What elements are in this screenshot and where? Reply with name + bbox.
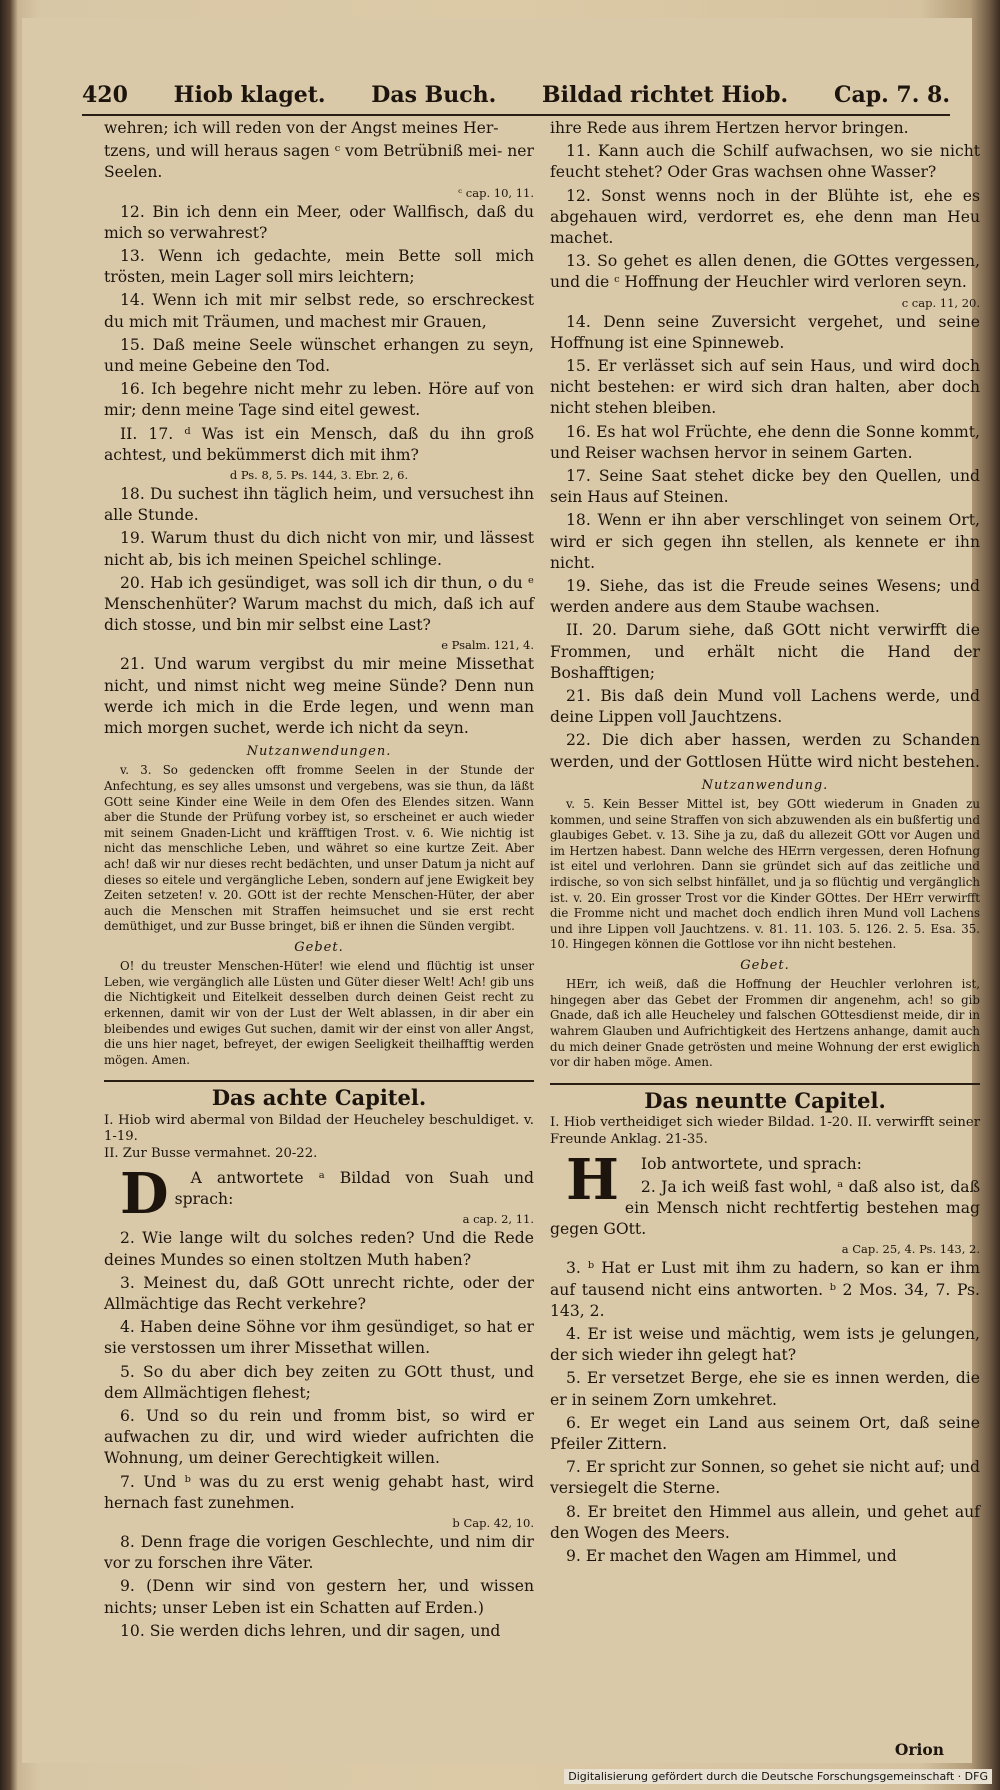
running-header <box>82 78 950 116</box>
verse: II. 20. Darum siehe, daß GOtt nicht verwirfft die Frommen, und erhält nicht die Hand der Boshafftigen; <box>550 621 980 682</box>
verse: 4. Er ist weise und mächtig, wem ists je gelungen, der sich wieder ihn gelegt hat? <box>550 1325 980 1365</box>
chapter-8-title: Das achte Capitel. <box>104 1080 534 1108</box>
first-verse-text: A antwortete ᵃ Bildad von Suah und sprach: <box>174 1168 534 1209</box>
cross-reference: e Psalm. 121, 4. <box>441 638 534 653</box>
verse: 14. Wenn ich mit mir selbst rede, so erschreckest du mich mit Träumen, und machest mir Grauen, <box>104 291 534 331</box>
verse: 12. Sonst wenns noch in der Blühte ist, ehe es abgehauen wird, verdorret es, ehe denn man Heu machet. <box>550 186 980 248</box>
prayer-text: O! du treuster Menschen-Hüter! wie elend und flüchtig ist unser Leben, wie vergänglich alle Lüsten und Güter dieser Welt! Ach! gib uns die Nichtigkeit und Eitelkeit desselben durch deinen Geist recht zu erkennen, damit wir von der Lust der Welt ablassen, in dir aber ein bleibendes und ewiges Gut suchen, damit wir der einst von aller Angst, die uns hier naget, befreyet, der ewigen Seeligkeit theilhafftig werden mögen. Amen. <box>104 959 534 1067</box>
verse: 19. Siehe, das ist die Freude seines Wesens; und werden andere aus dem Staube wachsen. <box>550 577 980 617</box>
verse: 7. Und ᵇ was du zu erst wenig gehabt hast, wird hernach fast zunehmen. <box>104 1472 534 1512</box>
summary-line: I. Hiob vertheidiget sich wieder Bildad. 1-20. II. verwirfft seiner Freunde Anklag. 21-35. <box>550 1115 980 1147</box>
verse: 3. ᵇ Hat er Lust mit ihm zu hadern, so kan er ihm auf tausend nicht eins antworten. ᵇ 2 Mos. 34, 7. Ps. 143, 2. <box>550 1259 980 1320</box>
cross-reference: ᶜ cap. 10, 11. <box>458 185 534 200</box>
right-column <box>550 118 980 1569</box>
digitization-credit: Digitalisierung gefördert durch die Deutsche Forschungsgemeinschaft · DFG <box>564 1769 992 1784</box>
catchword: Orion <box>894 1740 944 1759</box>
cross-reference: d Ps. 8, 5. Ps. 144, 3. Ebr. 2, 6. <box>229 468 409 483</box>
verse: 16. Es hat wol Früchte, ehe denn die Sonne kommt, und Reiser wachsen hervor in seinem Garten. <box>550 422 980 462</box>
drop-cap: H <box>566 1146 619 1213</box>
verse: 21. Bis daß dein Mund voll Lachens werde, und deine Lippen voll Jauchtzens. <box>550 687 980 727</box>
verse-line: tzens, und will heraus sagen ᶜ vom Betrübniß mei- ner Seelen. <box>104 142 534 182</box>
cross-reference: c cap. 11, 20. <box>901 295 980 310</box>
cross-reference: a cap. 2, 11. <box>462 1212 534 1227</box>
application-text: v. 3. So gedencken offt fromme Seelen in der Stunde der Anfechtung, es sey alles umsonst und vergebens, was sie thun, da läßt GOtt seine Kinder eine Weile in dem Ofen des Elendes sitzen. Wann aber die Stunde der Prüfung vorbey ist, so erscheinet er auch wieder mit seinem Gnaden-Licht und kräfftigen Trost. v. 6. Wie nichtig ist nicht das menschliche Leben, und währet so eine kurtze Zeit. Aber ach! daß wir nur dieses recht bedächten, und unser Datum ja nicht auf dieses so eitele und vergängliche Leben, sondern auf jene Ewigkeit bey Zeiten setzeten! v. 20. GOtt ist der rechte Menschen-Hüter, der aber auch die Menschen mit Straffen heimsuchet und sie erst recht demüthiget, und zur Busse bringet, biß er ihnen die Sünden vergibt. <box>104 763 534 934</box>
verse: 18. Du suchest ihn täglich heim, und versuchest ihn alle Stunde. <box>104 485 534 525</box>
cross-reference: a Cap. 25, 4. Ps. 143, 2. <box>841 1242 980 1257</box>
prayer-heading: Gebet. <box>294 940 344 956</box>
verse: 18. Wenn er ihn aber verschlinget von seinem Ort, wird er sich gegen ihn stellen, als kennete er ihn nicht. <box>550 511 980 572</box>
verse: 2. Wie lange wilt du solches reden? Und die Rede deines Mundes so einen stoltzen Muth haben? <box>104 1229 534 1269</box>
book-page <box>22 18 980 1763</box>
verse: 9. Er machet den Wagen am Himmel, und <box>566 1547 897 1566</box>
verse: 10. Sie werden dichs lehren, und dir sagen, und <box>120 1621 501 1640</box>
summary-line: I. Hiob wird abermal von Bildad der Heucheley beschuldiget. v. 1-19. <box>104 1112 534 1145</box>
verse: 11. Kann auch die Schilf aufwachsen, wo sie nicht feucht stehet? Oder Gras wachsen ohne Wasser? <box>550 142 980 182</box>
verse: II. 17. ᵈ Was ist ein Mensch, daß du ihn groß achtest, und bekümmerst dich mit ihm? <box>104 424 534 464</box>
left-column <box>104 118 534 1644</box>
application-heading: Nutzanwendung. <box>701 777 829 793</box>
verse: 6. Und so du rein und fromm bist, so wird er aufwachen zu dir, und wird wieder aufrichten die Wohnung, um deiner Gerechtigkeit willen. <box>104 1407 534 1468</box>
verse: 6. Er weget ein Land aus seinem Ort, daß seine Pfeiler Zittern. <box>550 1413 980 1454</box>
verse: 15. Er verlässet sich auf sein Haus, und wird doch nicht bestehen: er wird sich dran halten, aber doch nicht stehen bleiben. <box>550 357 980 418</box>
verse: 17. Seine Saat stehet dicke bey den Quellen, und sein Haus auf Steinen. <box>550 467 980 507</box>
chapter-9-summary <box>550 1115 980 1149</box>
verse: 5. So du aber dich bey zeiten zu GOtt thust, und dem Allmächtigen flehest; <box>104 1362 534 1402</box>
header-chapter-ref: Cap. 7. 8. <box>833 82 950 108</box>
verse-line: wehren; ich will reden von der Angst meines Her- <box>104 119 499 137</box>
verse: 19. Warum thust du dich nicht von mir, und lässest nicht ab, bis ich meinen Speichel schlinge. <box>104 529 534 569</box>
application-text: v. 5. Kein Besser Mittel ist, bey GOtt wiederum in Gnaden zu kommen, und seine Straffen von sich abzuwenden als ein bußfertig und glaubiges Gebet. v. 13. Sihe ja zu, daß du allezeit GOtt vor Augen und im Hertzen habest. Dann welche des HErrn vergessen, deren Hofnung ist eitel und verlohren. Dann sie gründet sich auf das zeitliche und irdische, so von sich selbst hinfället, und ja so flüchtig und vergänglich ist. v. 20. Ein grosser Trost vor die Kinder GOttes. Der HErr verwirfft die Fromme nicht und machet doch endlich ihren Mund voll Lachens und ihre Lippen voll Jauchtzens. v. 81. 11. 103. 5. 126. 2. 5. Esa. 35. 10. Hingegen können die Gottlose vor ihn nicht bestehen. <box>550 797 980 952</box>
verse: ihre Rede aus ihrem Hertzen hervor bringen. <box>550 119 909 137</box>
verse: 15. Daß meine Seele wünschet erhangen zu seyn, und meine Gebeine den Tod. <box>104 335 534 376</box>
verse: 12. Bin ich denn ein Meer, oder Wallfisch, daß du mich so verwahrest? <box>104 202 534 242</box>
verse: 13. So gehet es allen denen, die GOttes vergessen, und die ᶜ Hoffnung der Heuchler wird verloren seyn. <box>550 252 980 292</box>
verse: 20. Hab ich gesündiget, was soll ich dir thun, o du ᵉ Menschenhüter? Warum machst du mich, daß ich auf dich stosse, und bin mir selbst eine Last? <box>104 573 534 635</box>
verse: 22. Die dich aber hassen, werden zu Schanden werden, und der Gottlosen Hütte wird nicht bestehen. <box>550 731 980 771</box>
verse: 14. Denn seine Zuversicht vergehet, und seine Hoffnung ist eine Spinneweb. <box>550 312 980 352</box>
cross-reference: b Cap. 42, 10. <box>452 1516 534 1531</box>
prayer-heading: Gebet. <box>740 958 790 974</box>
verse: 9. (Denn wir sind von gestern her, und wissen nichts; unser Leben ist ein Schatten auf Erden.) <box>104 1577 534 1617</box>
header-center-title: Das Buch. <box>371 82 497 108</box>
application-heading: Nutzanwendungen. <box>246 744 392 760</box>
prayer-text: HErr, ich weiß, daß die Hoffnung der Heuchler verlohren ist, hingegen aber das Gebet der Frommen dir angenehm, ach! so gib Gnade, daß ich alle Heucheley und falschen GOttesdienst meide, dir in wahrem Glauben und Aufrichtigkeit des Hertzens anhange, damit auch du mich deiner Gnade getrösten und meine Wohnung der erst ewiglich vor dir haben möge. Amen. <box>550 977 980 1070</box>
verse: 8. Denn frage die vorigen Geschlechte, und nim dir vor zu forschen ihre Väter. <box>104 1533 534 1573</box>
first-verse-text: Iob antwortete, und sprach: <box>640 1154 862 1173</box>
verse: 3. Meinest du, daß GOtt unrecht richte, oder der Allmächtige das Recht verkehre? <box>104 1273 534 1313</box>
verse: 7. Er spricht zur Sonnen, so gehet sie nicht auf; und versiegelt die Sterne. <box>550 1458 980 1498</box>
verse: 8. Er breitet den Himmel aus allein, und gehet auf den Wogen des Meers. <box>550 1502 980 1542</box>
summary-line: II. Zur Busse vermahnet. 20-22. <box>104 1146 318 1162</box>
drop-cap: D <box>120 1160 169 1227</box>
header-right-title: Bildad richtet Hiob. <box>542 82 789 108</box>
verse: 4. Haben deine Söhne vor ihm gesündiget, so hat er sie verstossen um ihrer Missethat willen. <box>104 1318 534 1358</box>
page-number: 420 <box>82 82 128 108</box>
chapter-9-title: Das neuntte Capitel. <box>550 1083 980 1111</box>
verse: 16. Ich begehre nicht mehr zu leben. Höre auf von mir; denn meine Tage sind eitel gewest. <box>104 380 534 420</box>
verse: 2. Ja ich weiß fast wohl, ᵃ daß also ist, daß ein Mensch nicht rechtfertig bestehen mag gegen GOtt. <box>550 1177 980 1239</box>
verse: 21. Und warum vergibst du mir meine Missethat nicht, und nimst nicht weg meine Sünde? Denn nun werde ich mich in die Erde legen, und wenn man mich morgen suchet, werde ich nicht da seyn. <box>104 655 534 738</box>
chapter-8-summary <box>104 1113 534 1163</box>
header-left-title: Hiob klaget. <box>173 82 326 108</box>
verse: 13. Wenn ich gedachte, mein Bette soll mich trösten, mein Lager soll mirs leichtern; <box>104 247 534 287</box>
verse: 5. Er versetzet Berge, ehe sie es innen werden, die er in seinem Zorn umkehret. <box>550 1369 980 1409</box>
